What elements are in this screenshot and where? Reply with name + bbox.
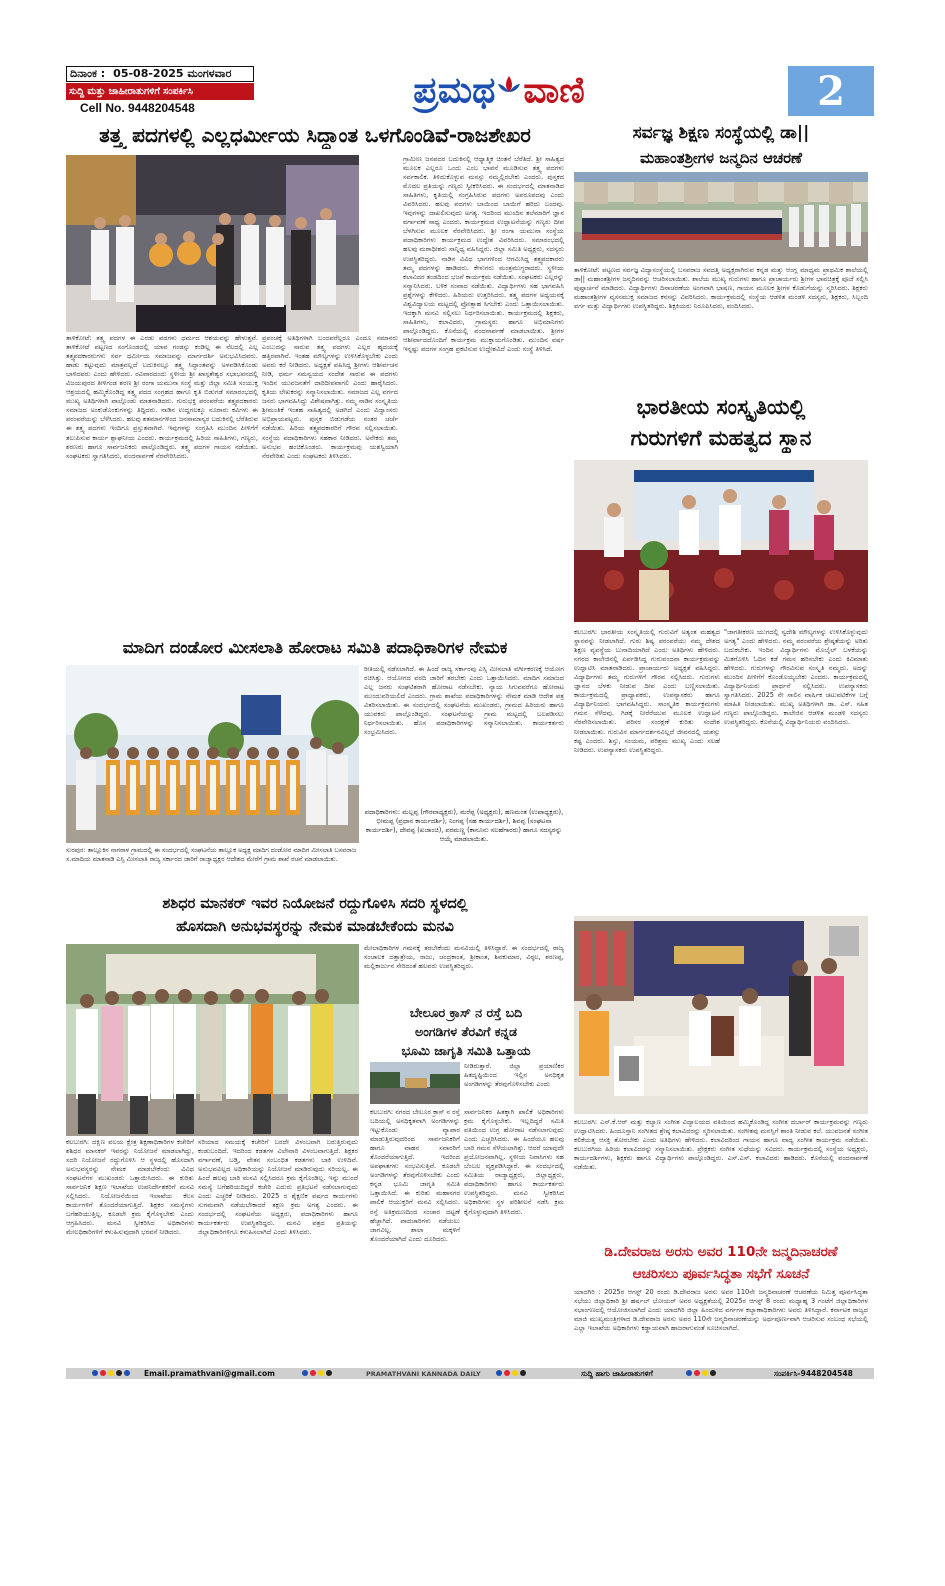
footer-color-dots-3 [496,1370,526,1376]
article-3-photo [574,460,868,622]
footer-color-dots-2 [302,1370,332,1376]
page-number-box [788,66,874,116]
article-3-column-2: "ಜಾಗತೀಕರಣ ಯುಗದಲ್ಲಿ ಸ್ವದೇಶಿ ಮೌಲ್ಯಗಳನ್ನು ಉಳಿಸಿಕೊಳ್ಳುವುದು ಅಗತ್ಯ" ಎಂದು ಹೇಳಿದರು. ನಮ್ಮ ಪರಂಪರೆಯ ಶ್ರೇಷ್ಠತೆಯನ್ನು ಅರಿತು ಬದುಕಬೇಕು. ಇಂದಿನ ವಿದ್ಯಾರ್ಥಿಗಳು ಮೊಬೈಲ್ ಬಳಕೆಯನ್ನು ಮಿತಗೊಳಿಸಿ ಓದಿನ ಕಡೆ ಗಮನ ಹರಿಸಬೇಕು ಎಂದು ಕಿವಿಮಾತು ಹೇಳಿದರು. ಗುರುಗಳನ್ನು ಗೌರವಿಸುವ ಸಂಸ್ಕೃತಿ ನಮ್ಮದು. ಅದನ್ನು ಮುಂದಿನ ಪೀಳಿಗೆಗೆ ಕೊಂಡೊಯ್ಯಬೇಕು ಎಂದರು. ಕಾರ್ಯಕ್ರಮದಲ್ಲಿ ವಿದ್ಯಾರ್ಥಿನಿಯರು ಪ್ರಾರ್ಥನೆ ಸಲ್ಲಿಸಿದರು. ಉಪನ್ಯಾಸಕರು ಸ್ವಾಗತಿಸಿದರು. 2025 ನೇ ಸಾಲಿನ ವಾರ್ಷಿಕ ಚಟುವಟಿಕೆಗಳ ಬಗ್ಗೆ ಮಾಹಿತಿ ನೀಡಲಾಯಿತು. ಮುಖ್ಯ ಅತಿಥಿಗಳಾಗಿ ಡಾ. ಎಸ್. ಸಹಿತ ಗಣ್ಯರು ಪಾಲ್ಗೊಂಡಿದ್ದರು. ಕಾಲೇಜಿನ ಆಡಳಿತ ಮಂಡಳಿ ಸದಸ್ಯರು ಉಪಸ್ಥಿತರಿದ್ದರು. ಕೊನೆಯಲ್ಲಿ ವಿದ್ಯಾರ್ಥಿನಿಯರು ವಂದಿಸಿದರು. [724,628,868,727]
article-4-caption: ಸುರಪುರ: ತಾಲ್ಲೂಕಿನ ನಾಗರಾಳ ಗ್ರಾಮದಲ್ಲಿ ಈ ಸಂದರ್ಭದಲ್ಲಿ ಸಂಘಟನೆಯ ತಾಲ್ಲೂಕ ಅಧ್ಯಕ್ಷ ಮಾದಿಗ ದಂಡೋರ ಮಾದಿಗ ಮೀಸಲಾತಿ ಬಸವರಾಜ ಸ.ಮಾದಿಯ ಮಾತನಾಡಿ ಎಸ್ಸಿ ಮೀಸಲಾತಿ ರಾಜ್ಯ ಸರ್ಕಾರದ ಜಾರಿಗೆ ರಾಜ್ಯಾಧ್ಯಕ್ಷರ ಆದೇಶದ ಮೇರೆಗೆ ಗ್ರಾಮ ಶಾಖೆ ರಚನೆ ಮಾಡಲಾಯಿತು. [66,846,357,863]
article-4-office-bearers: ಪದಾಧಿಕಾರಿಗಳು: ಮಲ್ಲಪ್ಪ (ಗೌರವಾಧ್ಯಕ್ಷರು), ಮರೆಪ್ಪ (ಅಧ್ಯಕ್ಷರು), ಹಣಮಂತ (ಉಪಾಧ್ಯಕ್ಷರು), ಭೀಮಪ್ಪ (ಪ್ರಧಾನ ಕಾರ್ಯದರ್ಶಿ), ನಿಂಗಪ್ಪ (ಸಹ ಕಾರ್ಯದರ್ಶಿ), ಶಿವಪ್ಪ (ಸಂಘಟನಾ ಕಾರ್ಯದರ್ಶಿ), ದೇವಪ್ಪ (ಖಜಾಂಚಿ), ಪರಮಣ್ಣ (ಕಾನೂನು ಸಲಹೆಗಾರರು) ಹಾಗೂ ಸದಸ್ಯರನ್ನು ಆಯ್ಕೆ ಮಾಡಲಾಯಿತು. [364,808,564,844]
article-5-column-1: ಕಲಬುರಗಿ: ದಕ್ಷಿಣ ವಲಯ ಕ್ಷೇತ್ರ ಶಿಕ್ಷಣಾಧಿಕಾರಿಗಳ ಕಚೇರಿಗೆ ಶಶಿಧರ ಮಾನಕರ್ ಇವರನ್ನು ನಿಯೋಜನೆ ಮಾಡಲಾಗಿದ್ದು, ಸದರಿ ನಿಯೋಜನೆ ರದ್ದುಗೊಳಿಸಿ ಆ ಸ್ಥಳದಲ್ಲಿ ಹೊಸದಾಗಿ ಅನುಭವಸ್ಥರನ್ನು ನೇಮಕ ಮಾಡಬೇಕೆಂದು ವಿವಿಧ ಸಂಘಟನೆಗಳ ಮುಖಂಡರು ಒತ್ತಾಯಿಸಿದರು. ಈ ಕುರಿತು ಸಾರ್ವಜನಿಕ ಶಿಕ್ಷಣ ಇಲಾಖೆಯ ಉಪನಿರ್ದೇಶಕರಿಗೆ ಮನವಿ ಸಲ್ಲಿಸಿದರು. ನಿಯೋಜನೆಯಿಂದ ಇಲಾಖೆಯ ಕೆಲಸ ಕಾರ್ಯಗಳಿಗೆ ತೊಂದರೆಯಾಗುತ್ತಿದೆ. ಶಿಕ್ಷಕರ ಸಮಸ್ಯೆಗಳು ಬಗೆಹರಿಯುತ್ತಿಲ್ಲ. ಕೂಡಲೇ ಕ್ರಮ ಕೈಗೊಳ್ಳಬೇಕು ಎಂದು ಆಗ್ರಹಿಸಿದರು. ಮನವಿ ಸ್ವೀಕರಿಸಿದ ಅಧಿಕಾರಿಗಳು ಮೇಲಧಿಕಾರಿಗಳಿಗೆ ಕಳುಹಿಸುವುದಾಗಿ ಭರವಸೆ ನೀಡಿದರು. [66,1138,194,1237]
date-line [66,66,254,82]
article-1-photo [66,155,359,332]
article-7-text: ಯಾದಗಿರಿ : 2025ರ ಆಗಸ್ಟ್ 20 ರಂದು ಡಿ.ದೇವರಾಜ ಅರಸು ಅವರ 110ನೇ ಜನ್ಮದಿನಾಚರಣೆ ಆಚರಣೆಯ ನಿಮಿತ್ತ ಪೂರ್ವಸಿದ್ಧತಾ ಸಭೆಯು ಜಿಲ್ಲಾಧಿಕಾರಿ ಶ್ರೀ ಹರ್ಷಲ್ ಭೋಯರ್ ಅವರ ಅಧ್ಯಕ್ಷತೆಯಲ್ಲಿ 2025ರ ಆಗಸ್ಟ್ 8 ರಂದು ಮಧ್ಯಾಹ್ನ 3 ಗಂಟೆಗೆ ಜಿಲ್ಲಾಧಿಕಾರಿಗಳ ಸಭಾಂಗಣದಲ್ಲಿ ಆಯೋಜಿಸಲಾಗಿದೆ ಎಂದು ಯಾದಗಿರಿ ಜಿಲ್ಲಾ ಹಿಂದುಳಿದ ವರ್ಗಗಳ ಕಲ್ಯಾಣಾಧಿಕಾರಿಗಳು ಅವರು ತಿಳಿಸಿದ್ದಾರೆ. ಕರ್ನಾಟಕ ರಾಜ್ಯದ ಮಾಜಿ ಮುಖ್ಯಮಂತ್ರಿಗಳಾದ ಡಿ.ದೇವರಾಜ ಅರಸು ಅವರ 110ನೇ ಜನ್ಮದಿನಾಚರಣೆಯನ್ನು ಅರ್ಥಪೂರ್ಣವಾಗಿ ಆಚರಿಸುವ ಸಂಬಂಧ ಸಭೆಯಲ್ಲಿ ಎಲ್ಲಾ ಇಲಾಖೆಯ ಅಧಿಕಾರಿಗಳು ಕಡ್ಡಾಯವಾಗಿ ಹಾಜರಾಗುವಂತೆ ಸೂಚಿಸಲಾಗಿದೆ. [574,1288,868,1333]
date-value: 05-08-2025 ಮಂಗಳವಾರ [113,67,232,80]
article-1-column-3: ಗ್ರಾಮೀಣ ಜನಪದರ ಬದುಕಿನಲ್ಲಿ ಆಧ್ಯಾತ್ಮಿಕ ಚಿಂತನೆ ಬೆರೆತಿದೆ. ಶ್ರೀ ಸಾಹಿತ್ಯದ ಮೂಲಕ ಎಲ್ಲರೂ ಒಂದು ಎಂಬ ಭಾವನೆ ಮೂಡಿಸುವ ತತ್ತ್ವ ಪದಗಳು ಸರ್ವಕಾಲಿಕ. ತಿಳಿದುಕೊಳ್ಳುವ ಮನಸ್ಸು ನಮ್ಮಲ್ಲಿರಬೇಕು ಎಂದರು. ಪುಸ್ತಕದ ಮೊದಲ ಪ್ರತಿಯನ್ನು ಗಣ್ಯರು ಸ್ವೀಕರಿಸಿದರು. ಈ ಸಂದರ್ಭದಲ್ಲಿ ಮಾತನಾಡಿದ ಸಾಹಿತಿಗಳು, ಕೃತಿಯಲ್ಲಿ ಸಂಗ್ರಹಿಸಿರುವ ಪದಗಳು ಅಪರೂಪದವು ಎಂದು ವಿವರಿಸಿದರು. ಹಲವು ಪದಗಳು ಬಾಯಿಂದ ಬಾಯಿಗೆ ಹರಿದು ಬಂದವು. ಇವುಗಳನ್ನು ದಾಖಲಿಸುವುದು ಅಗತ್ಯ. ಇದರಿಂದ ಮುಂದಿನ ತಲೆಮಾರಿಗೆ ಜ್ಞಾನ ವರ್ಗಾವಣೆ ಸಾಧ್ಯ ಎಂದರು. ಕಾರ್ಯಕ್ರಮದ ಉದ್ಘಾಟನೆಯನ್ನು ಗಣ್ಯರು ದೀಪ ಬೆಳಗಿಸುವ ಮೂಲಕ ನೆರವೇರಿಸಿದರು. ಶ್ರೀ ರಂಗಾ ಯಮುನಾ ಸಂಸ್ಥೆಯ ಪದಾಧಿಕಾರಿಗಳು ಕಾರ್ಯಕ್ರಮದ ಉದ್ದೇಶ ವಿವರಿಸಿದರು. ಸಮಾರಂಭದಲ್ಲಿ ಹಲವು ಮಠಾಧೀಶರು ಸಾನ್ನಿಧ್ಯ ವಹಿಸಿದ್ದರು. ಜಿಲ್ಲಾ ಸಮಿತಿ ಅಧ್ಯಕ್ಷರು, ಸದಸ್ಯರು ಉಪಸ್ಥಿತರಿದ್ದರು. ನಾಡಿನ ವಿವಿಧ ಭಾಗಗಳಿಂದ ಆಗಮಿಸಿದ್ದ ತತ್ತ್ವಪದಕಾರರು ತಮ್ಮ ಪದಗಳನ್ನು ಹಾಡಿದರು. ಕೇಳುಗರು ಮಂತ್ರಮುಗ್ಧರಾದರು. ಸ್ಥಳೀಯ ಕಲಾವಿದರ ತಂಡದಿಂದ ಭಜನೆ ಕಾರ್ಯಕ್ರಮ ನಡೆಯಿತು. ಸಂಘಟಕರು ಎಲ್ಲರನ್ನು ಸನ್ಮಾನಿಸಿದರು. ಬಳಿಕ ಸಂವಾದ ನಡೆಯಿತು. ವಿದ್ಯಾರ್ಥಿಗಳು ಸಹ ಭಾಗವಹಿಸಿ ಪ್ರಶ್ನೆಗಳನ್ನು ಕೇಳಿದರು. ಹಿರಿಯರು ಉತ್ತರಿಸಿದರು. ತತ್ತ್ವ ಪದಗಳ ಅಧ್ಯಯನಕ್ಕೆ ವಿಶ್ವವಿದ್ಯಾಲಯ ಮಟ್ಟದಲ್ಲಿ ಪ್ರೋತ್ಸಾಹ ಸಿಗಬೇಕು ಎಂದು ಒತ್ತಾಯಿಸಲಾಯಿತು. ಇದಕ್ಕಾಗಿ ಮನವಿ ಸಲ್ಲಿಸಲು ನಿರ್ಧರಿಸಲಾಯಿತು. ಕಾರ್ಯಕ್ರಮದಲ್ಲಿ ಶಿಕ್ಷಕರು, ಸಾಹಿತಿಗಳು, ಕಲಾವಿದರು, ಗ್ರಾಮಸ್ಥರು ಹಾಗೂ ಅಭಿಮಾನಿಗಳು ಪಾಲ್ಗೊಂಡಿದ್ದರು. ಕೊನೆಯಲ್ಲಿ ವಂದನಾರ್ಪಣೆ ಮಾಡಲಾಯಿತು. ಶ್ರೀಗಳ ಆಶೀರ್ವಾದದೊಂದಿಗೆ ಕಾರ್ಯಕ್ರಮ ಮುಕ್ತಾಯಗೊಂಡಿತು. ಮುಂದಿನ ವರ್ಷ ಇನ್ನಷ್ಟು ಪದಗಳ ಸಂಗ್ರಹ ಪ್ರಕಟಿಸುವ ಉದ್ದೇಶವಿದೆ ಎಂದು ಸಂಸ್ಥೆ ತಿಳಿಸಿದೆ. [403,155,564,353]
article-3-headline-line-1: ಭಾರತೀಯ ಸಂಸ್ಕೃತಿಯಲ್ಲಿ [636,395,806,419]
article-6-column-2: ಸಾರ್ವಜನಿಕರ ಹಿತಕ್ಕಾಗಿ ಪಾಲಿಕೆ ಅಧಿಕಾರಿಗಳು ಕ್ರಮ ಕೈಗೊಳ್ಳಬೇಕು. ಇಲ್ಲದಿದ್ದರೆ ಸಮಿತಿ ವತಿಯಿಂದ ಉಗ್ರ ಹೋರಾಟ ನಡೆಸಲಾಗುವುದು ಎಂದು ಎಚ್ಚರಿಸಿದರು. ಈ ಹಿಂದೆಯೂ ಹಲವು ಬಾರಿ ಗಮನ ಸೆಳೆಯಲಾಗಿತ್ತು. ಆದರೆ ಯಾವುದೇ ಪ್ರಯೋಜನವಾಗಿಲ್ಲ. ಸ್ಥಳೀಯ ನಿವಾಸಿಗಳು ಸಹ ಬೆಂಬಲ ವ್ಯಕ್ತಪಡಿಸಿದ್ದಾರೆ. ಈ ಸಂದರ್ಭದಲ್ಲಿ ಸಮಿತಿಯ ರಾಜ್ಯಾಧ್ಯಕ್ಷರು, ಜಿಲ್ಲಾಧ್ಯಕ್ಷರು, ಪದಾಧಿಕಾರಿಗಳು ಹಾಗೂ ಕಾರ್ಯಕರ್ತರು ಉಪಸ್ಥಿತರಿದ್ದರು. ಮನವಿ ಸ್ವೀಕರಿಸಿದ ಅಧಿಕಾರಿಗಳು ಸ್ಥಳ ಪರಿಶೀಲನೆ ನಡೆಸಿ ಕ್ರಮ ಕೈಗೊಳ್ಳುವುದಾಗಿ ತಿಳಿಸಿದರು. [464,1108,564,1216]
article-6-photo [370,1062,460,1104]
article-5-headline-line-2: ಹೊಸದಾಗಿ ಅನುಭವಸ್ಥರನ್ನು ನೇಮಕ ಮಾಡಬೇಕೆಂದು ಮನವಿ [176,919,454,935]
article-1-column-2: ಪ್ರಪಂಚಕ್ಕೆ ಅತಿಥಿಗಳಾಗಿ ಬಂದವರೆಲ್ಲರೂ ಎಂದೂ ಸಮಾನರು ಎಂಬುದನ್ನು ಸಾರುವ ತತ್ತ್ವ ಪದಗಳು ಎಲ್ಲರ ಹೃದಯಕ್ಕೆ ಹತ್ತಿರವಾಗಿವೆ. ಇಂತಹ ಮೌಲ್ಯಗಳನ್ನು ಉಳಿಸಿಕೊಳ್ಳಬೇಕು ಎಂದು ಅವರು ಕರೆ ನೀಡಿದರು. ಅಧ್ಯಕ್ಷತೆ ವಹಿಸಿದ್ದ ಶ್ರೀಗಳು ಆಶೀರ್ವಚನ ನೀಡಿ, ಧರ್ಮ ಸಮನ್ವಯದ ಸಂದೇಶ ಸಾರುವ ಈ ಪದಗಳು ಇಂದಿನ ಯುವಜನತೆಗೆ ದಾರಿದೀಪವಾಗಲಿ ಎಂದು ಹಾರೈಸಿದರು. ಕೃತಿಯ ಲೇಖಕರನ್ನು ಸನ್ಮಾನಿಸಲಾಯಿತು. ಸಮಾಜದ ಎಲ್ಲ ವರ್ಗದ ಜನರು ಭಾಗವಹಿಸಿದ್ದು ವಿಶೇಷವಾಗಿತ್ತು. ನಮ್ಮ ನಾಡಿನ ಸಂಸ್ಕೃತಿಯ ಶ್ರೀಮಂತಿಕೆ ಇಂತಹ ಸಾಹಿತ್ಯದಲ್ಲಿ ಅಡಗಿದೆ ಎಂದು ವಿದ್ವಾಂಸರು ಅಭಿಪ್ರಾಯಪಟ್ಟರು. ಪುಸ್ತಕ ಬಿಡುಗಡೆಯ ನಂತರ ಚರ್ಚೆ ನಡೆಯಿತು. ಹಿರಿಯ ತತ್ತ್ವಪದಕಾರರಿಗೆ ಗೌರವ ಸಲ್ಲಿಸಲಾಯಿತು. ಸಂಸ್ಥೆಯ ಪದಾಧಿಕಾರಿಗಳು ಸಹಕಾರ ನೀಡಿದರು. ಅನೇಕರು ತಮ್ಮ ಅನುಭವ ಹಂಚಿಕೊಂಡರು. ಕಾರ್ಯಕ್ರಮವು ಯಶಸ್ವಿಯಾಗಿ ನೆರವೇರಿತು ಎಂದು ಸಂಘಟಕರು ತಿಳಿಸಿದರು. [262,334,398,460]
article-7-headline-line-1: ಡಿ.ದೇವರಾಜ ಅರಸು ಅವರ 110ನೇ ಜನ್ಮದಿನಾಚರಣೆ [604,1244,838,1260]
masthead-info [66,66,254,116]
article-4-photo [66,665,359,843]
article-6-headline-line-3: ಭೂಮಿ ಜಾಗೃತಿ ಸಮಿತಿ ಒತ್ತಾಯ [401,1043,531,1058]
article-6-column-side: ನೀಡಿರುತ್ತಾರೆ. ಜಿಲ್ಲಾ ಪ್ರಯಾಣಿಕರ ಹಿತದೃಷ್ಟಿಯಿಂದ ಇಲ್ಲಿನ ಅನಧಿಕೃತ ಅಂಗಡಿಗಳನ್ನು ತೆರವುಗೊಳಿಸಬೇಕು ಎಂದು [464,1062,564,1089]
footer-contact: ಸಂಪರ್ಕಿಸಿ-9448204548 [774,1368,853,1378]
article-3-column-1: ಕಲಬುರಗಿ: ಭಾರತೀಯ ಸಂಸ್ಕೃತಿಯಲ್ಲಿ ಗುರುವಿಗೆ ಅತ್ಯಂತ ಮಹತ್ವದ ಸ್ಥಾನವನ್ನು ನೀಡಲಾಗಿದೆ. ಗುರು ಶಿಷ್ಯ ಪರಂಪರೆಯು ನಮ್ಮ ದೇಶದ ಶಿಕ್ಷಣ ವ್ಯವಸ್ಥೆಯ ಬುನಾದಿಯಾಗಿದೆ ಎಂದು ಅತಿಥಿಗಳು ಹೇಳಿದರು. ನಗರದ ಕಾಲೇಜಿನಲ್ಲಿ ಏರ್ಪಡಿಸಿದ್ದ ಗುರುವಂದನಾ ಕಾರ್ಯಕ್ರಮವನ್ನು ಉದ್ಘಾಟಿಸಿ ಮಾತನಾಡಿದರು. ಪ್ರಾಚಾರ್ಯರು ಅಧ್ಯಕ್ಷತೆ ವಹಿಸಿದ್ದರು. ವಿದ್ಯಾರ್ಥಿಗಳು ತಮ್ಮ ಗುರುಗಳಿಗೆ ಗೌರವ ಸಲ್ಲಿಸಿದರು. ಗುರುಗಳು ಜ್ಞಾನದ ಬೆಳಕು ನೀಡುವ ದೀಪ ಎಂದು ಬಣ್ಣಿಸಲಾಯಿತು. ಕಾರ್ಯಕ್ರಮದಲ್ಲಿ ಪ್ರಾಧ್ಯಾಪಕರು, ಉಪನ್ಯಾಸಕರು ಹಾಗೂ ವಿದ್ಯಾರ್ಥಿನಿಯರು ಭಾಗವಹಿಸಿದ್ದರು. ಸಾಂಸ್ಕೃತಿಕ ಕಾರ್ಯಕ್ರಮಗಳು ಗಮನ ಸೆಳೆದವು. ಗಿಡಕ್ಕೆ ನೀರೆರೆಯುವ ಮೂಲಕ ಉದ್ಘಾಟನೆ ನೆರವೇರಿಸಲಾಯಿತು. ಪರಿಸರ ಸಂರಕ್ಷಣೆ ಕುರಿತು ಸಂದೇಶ ನೀಡಲಾಯಿತು. ಗುರುವಿನ ಮಾರ್ಗದರ್ಶನವಿಲ್ಲದೆ ಜೀವನದಲ್ಲಿ ಯಶಸ್ಸು ಕಷ್ಟ ಎಂದರು. ಶಿಸ್ತು, ಸಂಯಮ, ಪರಿಶ್ರಮ ಮುಖ್ಯ ಎಂದು ಸಲಹೆ ನೀಡಿದರು. ಉಪನ್ಯಾಸಕರು ಉಪಸ್ಥಿತರಿದ್ದರು. [574,628,720,754]
article-6-column-1: ಕಲಬುರಗಿ: ನಗರದ ಬೇಲೂರ ಕ್ರಾಸ್ ನ ರಸ್ತೆ ಬದಿಯಲ್ಲಿ ಅನಧಿಕೃತವಾಗಿ ಅಂಗಡಿಗಳನ್ನು ಇಟ್ಟುಕೊಂಡು ವ್ಯಾಪಾರ ಮಾಡುತ್ತಿರುವುದರಿಂದ ಸಾರ್ವಜನಿಕರಿಗೆ ಹಾಗೂ ವಾಹನ ಸವಾರರಿಗೆ ತೊಂದರೆಯಾಗುತ್ತಿದೆ. ಇದರಿಂದ ಅಪಘಾತಗಳು ಸಂಭವಿಸುತ್ತಿವೆ. ಕೂಡಲೇ ಅಂಗಡಿಗಳನ್ನು ತೆರವುಗೊಳಿಸಬೇಕು ಎಂದು ಕನ್ನಡ ಭೂಮಿ ಜಾಗೃತಿ ಸಮಿತಿ ಒತ್ತಾಯಿಸಿದೆ. ಈ ಕುರಿತು ಮಹಾನಗರ ಪಾಲಿಕೆ ಆಯುಕ್ತರಿಗೆ ಮನವಿ ಸಲ್ಲಿಸಿದರು. ರಸ್ತೆ ಅತಿಕ್ರಮಣದಿಂದ ಸಂಚಾರ ದಟ್ಟಣೆ ಹೆಚ್ಚಾಗಿದೆ. ಪಾದಚಾರಿಗಳು ನಡೆಯಲು ಜಾಗವಿಲ್ಲ. ಶಾಲಾ ಮಕ್ಕಳಿಗೆ ತೊಂದರೆಯಾಗಿದೆ ಎಂದು ದೂರಿದರು. [370,1108,460,1243]
article-2-text: ತಾಳಿಕೋಟೆ: ಪಟ್ಟಣದ ಸರ್ವಜ್ಞ ವಿದ್ಯಾಸಂಸ್ಥೆಯಲ್ಲಿ ಬಸವರಾಜ ಸವದತ್ತಿ ಅಧ್ಯಕ್ಷರಾಗಿರುವ ಕನ್ನಡ ಮತ್ತು ಆಂಗ್ಲ ಮಾಧ್ಯಮ ಪ್ರಾಥಮಿಕ ಶಾಲೆಯಲ್ಲಿ ಡಾ|| ಮಹಾಂತಶ್ರೀಗಳ ಜನ್ಮದಿನವನ್ನು ಆಚರಿಸಲಾಯಿತು. ಶಾಲೆಯ ಮುಖ್ಯ ಗುರುಗಳು ಹಾಗೂ ಪ್ರಾಚಾರ್ಯರು ಶ್ರೀಗಳ ಭಾವಚಿತ್ರಕ್ಕೆ ಪೂಜೆ ಸಲ್ಲಿಸಿ ಪುಷ್ಪಾರ್ಚನೆ ಮಾಡಿದರು. ವಿದ್ಯಾರ್ಥಿಗಳು ದಿನಾಚರಣೆಯ ಅಂಗವಾಗಿ ಭಾಷಣ, ಗಾಯನ ಮೂಲಕ ಶ್ರೀಗಳ ಕೊಡುಗೆಯನ್ನು ಸ್ಮರಿಸಿದರು. ಶಿಕ್ಷಕರು ಮಹಾಂತಶ್ರೀಗಳ ವ್ಯಸನಮುಕ್ತ ಸಮಾಜದ ಕನಸನ್ನು ವಿವರಿಸಿದರು. ಕಾರ್ಯಕ್ರಮದಲ್ಲಿ ಸಂಸ್ಥೆಯ ಆಡಳಿತ ಮಂಡಳಿ ಸದಸ್ಯರು, ಶಿಕ್ಷಕರು, ಸಿಬ್ಬಂದಿ ವರ್ಗ ಮತ್ತು ವಿದ್ಯಾರ್ಥಿಗಳು ಉಪಸ್ಥಿತರಿದ್ದರು. ಶಿಕ್ಷಕಿಯರು ನಿರೂಪಿಸಿದರು, ವಂದಿಸಿದರು. [574,266,868,311]
article-2-photo [574,172,868,262]
article-4-headline: ಮಾದಿಗ ದಂಡೋರ ಮೀಸಲಾತಿ ಹೋರಾಟ ಸಮಿತಿ ಪದಾಧಿಕಾರಿಗಳ ನೇಮಕ [122,638,508,657]
cell-number: Cell No. 9448204548 [80,101,195,115]
article-7-photo [574,916,868,1114]
article-6-headline-line-2: ಅಂಗಡಿಗಳ ತೆರವಿಗೆ ಕನ್ನಡ [415,1024,517,1039]
logo-part-2: ವಾಣಿ [523,70,585,111]
date-label: ದಿನಾಂಕ : [70,67,106,80]
article-7-headline-line-2: ಆಚರಿಸಲು ಪೂರ್ವಸಿದ್ಧತಾ ಸಭೆಗೆ ಸೂಚನೆ [632,1266,810,1282]
article-5-headline-line-1: ಶಶಿಧರ ಮಾನಕರ್ ಇವರ ನಿಯೋಜನೆ ರದ್ದುಗೊಳಿಸಿ ಸದರಿ ಸ್ಥಳದಲ್ಲಿ [162,896,468,912]
footer-paper-name: PRAMATHVANI KANNADA DAILY [366,1369,481,1378]
article-7-photo-text: ಕಲಬುರಗಿ: ಎಸ್.ಕೆ.ಆರ್ ಮತ್ತು ಕಲ್ಯಾಣ ಸಂಗೀತ ವಿದ್ಯಾಲಯದ ವತಿಯಿಂದ ಹಮ್ಮಿಕೊಂಡಿದ್ದ ಸಂಗೀತ ದರ್ಬಾರ್ ಕಾರ್ಯಕ್ರಮವನ್ನು ಗಣ್ಯರು ಉದ್ಘಾಟಿಸಿದರು. ಹಿಂದೂಸ್ತಾನಿ ಸಂಗೀತದ ಶ್ರೇಷ್ಠ ಕಲಾವಿದರನ್ನು ಸ್ಮರಿಸಲಾಯಿತು. ಸಂಗೀತವು ಮನಸ್ಸಿಗೆ ಶಾಂತಿ ನೀಡುವ ಕಲೆ. ಯುವಜನತೆ ಸಂಗೀತ ಕಲಿಕೆಯತ್ತ ಆಸಕ್ತಿ ತೋರಬೇಕು ಎಂದು ಅತಿಥಿಗಳು ಹೇಳಿದರು. ಕಲಾವಿದರಿಂದ ಗಾಯನ ಹಾಗೂ ವಾದ್ಯ ಸಂಗೀತ ಕಾರ್ಯಕ್ರಮ ನಡೆಯಿತು. ಕಲಬುರಗಿಯ ಹಿರಿಯ ಕಲಾವಿದರನ್ನು ಸನ್ಮಾನಿಸಲಾಯಿತು. ಪ್ರೇಕ್ಷಕರು ಸಂಗೀತ ಸುಧೆಯನ್ನು ಸವಿದರು. ಕಾರ್ಯಕ್ರಮದಲ್ಲಿ ಸಂಸ್ಥೆಯ ಅಧ್ಯಕ್ಷರು, ಕಾರ್ಯದರ್ಶಿಗಳು, ಶಿಕ್ಷಕರು ಹಾಗೂ ವಿದ್ಯಾರ್ಥಿಗಳು ಪಾಲ್ಗೊಂಡಿದ್ದರು. ಎಸ್.ಎಸ್. ಕಲಾವಿದರು ಹಾಡಿದರು. ಕೊನೆಯಲ್ಲಿ ವಂದನಾರ್ಪಣೆ ನಡೆಯಿತು. [574,1118,868,1172]
article-2-headline-line-1: ಸರ್ವಜ್ಞ ಶಿಕ್ಷಣ ಸಂಸ್ಥೆಯಲ್ಲಿ ಡಾ|| [632,123,810,143]
contact-strip: ಸುದ್ದಿ ಮತ್ತು ಜಾಹೀರಾತುಗಳಿಗೆ ಸಂಪರ್ಕಿಸಿ [66,83,254,100]
page-number: 2 [817,67,845,115]
article-4-text: ರೀತಿಯಲ್ಲಿ ನಡೆಸಲಾಗಿದೆ. ಈ ಹಿಂದೆ ರಾಜ್ಯ ಸರ್ಕಾರವು ಎಸ್ಸಿ ಮೀಸಲಾತಿ ವರ್ಗೀಕರಣಕ್ಕೆ ಆಯೋಗ ರಚಿಸಿತ್ತು. ಆಯೋಗದ ವರದಿ ಜಾರಿಗೆ ತರಬೇಕು ಎಂದು ಒತ್ತಾಯಿಸಿದರು. ಮಾದಿಗ ಸಮಾಜದ ಎಲ್ಲ ಜನರು ಸಂಘಟಿತರಾಗಿ ಹೋರಾಟ ನಡೆಸಬೇಕು. ನ್ಯಾಯ ಸಿಗುವವರೆಗೂ ಹೋರಾಟ ಮುಂದುವರಿಯಲಿದೆ ಎಂದರು. ಗ್ರಾಮ ಶಾಖೆಯ ಪದಾಧಿಕಾರಿಗಳನ್ನು ನೇಮಕ ಮಾಡಿ ಆದೇಶ ಪತ್ರ ವಿತರಿಸಲಾಯಿತು. ಈ ಸಂದರ್ಭದಲ್ಲಿ ಸಂಘಟನೆಯ ಮುಖಂಡರು, ಗ್ರಾಮದ ಹಿರಿಯರು ಹಾಗೂ ಯುವಕರು ಪಾಲ್ಗೊಂಡಿದ್ದರು. ಸಂಘಟನೆಯನ್ನು ಗ್ರಾಮ ಮಟ್ಟದಲ್ಲಿ ಬಲಪಡಿಸಲು ನಿರ್ಧರಿಸಲಾಯಿತು. ಹೊಸ ಪದಾಧಿಕಾರಿಗಳನ್ನು ಸನ್ಮಾನಿಸಲಾಯಿತು. ಕಾರ್ಯಕರ್ತರು ಸಂಭ್ರಮಿಸಿದರು. [364,665,564,737]
article-3-headline-line-2: ಗುರುಗಳಿಗೆ ಮಹತ್ವದ ಸ್ಥಾನ [630,426,812,450]
footer-color-dots-1 [92,1370,130,1376]
footer-ads-label: ಸುದ್ದಿ ಹಾಗು ಜಾಹೀರಾತುಗಳಿಗೆ [581,1368,653,1378]
article-5-column-3: ಮೇಲಾಧಿಕಾರಿಗಳ ಗಮನಕ್ಕೆ ತರಬೇಕೆಂದು ಮನವಿಯಲ್ಲಿ ತಿಳಿಸಿದ್ದಾರೆ. ಈ ಸಂದರ್ಭದಲ್ಲಿ ರಾಜ್ಯ ಸಂಚಾಲಕ ದತ್ತಾತ್ರೇಯ, ರಾಜು, ಚಂದ್ರಕಾಂತ, ಶ್ರೀಕಾಂತ, ಶಿವಕುಮಾರ, ವಿಠ್ಠಲ, ಶರಣಪ್ಪ, ಮಲ್ಲಿಕಾರ್ಜುನ ಸೇರಿದಂತೆ ಹಲವರು ಉಪಸ್ಥಿತರಿದ್ದರು. [364,944,564,971]
article-5-photo [66,944,359,1136]
article-2-headline-line-2: ಮಹಾಂತಶ್ರೀಗಳ ಜನ್ಮದಿನ ಆಚರಣೆ [640,149,802,167]
article-6-headline-line-1: ಬೇಲೂರ ಕ್ರಾಸ್ ನ ರಸ್ತೆ ಬದಿ [409,1005,523,1020]
lotus-icon [496,74,522,94]
article-1-column-1: ತಾಳಿಕೋಟೆ: ತತ್ತ್ವ ಪದಗಳ ಈ ಎರಡು ಪದಗಳು ಧರ್ಮದ ಆಶಯವನ್ನು ಹೇಳುತ್ತವೆ. ತಾಳಿಕೋಟೆ ಪಟ್ಟಣದ ಸಂಗೊಂಡದಲ್ಲಿ ಯಾವ ಗಂಡಸ್ಸು ಕಂಡಿಲ್ಲ ಈ ನೆಲದಲ್ಲಿ ಎಲ್ಲ ತತ್ತ್ವಪದಕಾರರುಗಳು ಸರ್ವ ಧರ್ಮೀಯ ಸಮಾಜವನ್ನು ಮಾರ್ಗದರ್ಶಿ ಅನುಭವಿಸಿದವರು. ಹಾಡು ಕಟ್ಟುವುದು ಮಾತ್ರವಲ್ಲದೆ ಬದುಕಿನಲ್ಲೂ ತತ್ತ್ವ ಸಿದ್ಧಾಂತವನ್ನು ಅಳವಡಿಸಿಕೊಂಡು ಬಾಳಿದವರು ಎಂದು ಹೇಳಿದರು. ರವಿವಾರದಂದು ಸ್ಥಳೀಯ ಶ್ರೀ ಖಾಸ್ಗತೇಶ್ವರ ಸಭಾಭವನದಲ್ಲಿ ವಿಜಯಪುರದ ತೀಳಿಗಂಡ ಶರಣ ಶ್ರೀ ರಂಗಾ ಯಮುನಾ ಸಂಸ್ಥೆ ಮತ್ತು ಜಿಲ್ಲಾ ಸಮಿತಿ ಸಂಯುಕ್ತ ಆಶ್ರಯದಲ್ಲಿ ಹಮ್ಮಿಕೊಂಡಿದ್ದ ತತ್ತ್ವ ಪದದ ಸಂಗ್ರಹದ ಹಾಗೂ ಕೃತಿ ಬಿಡುಗಡೆ ಸಮಾರಂಭದಲ್ಲಿ ಮುಖ್ಯ ಅತಿಥಿಗಳಾಗಿ ಪಾಲ್ಗೊಂಡು ಮಾತನಾಡಿದರು. ಗುರುಭಕ್ತಿ ಪರಂಪರೆಯ ತತ್ತ್ವಪದಕಾರರು ಸಮಾಜದ ಅಂಕುಡೊಂಕುಗಳನ್ನು ತಿದ್ದಿದರು. ನಾಡಿನ ಉದ್ದಗಲಕ್ಕೂ ನೂರಾರು ಕವಿಗಳು ಈ ಪರಂಪರೆಯನ್ನು ಬೆಳೆಸಿದರು. ಹಲವು ಶತಮಾನಗಳಿಂದ ಜನಸಾಮಾನ್ಯರ ಬದುಕಿನಲ್ಲಿ ಬೆರೆತಿರುವ ಈ ತತ್ತ್ವ ಪದಗಳು ಇಂದಿಗೂ ಪ್ರಸ್ತುತವಾಗಿವೆ. ಇವುಗಳನ್ನು ಸಂಗ್ರಹಿಸಿ ಮುಂದಿನ ಪೀಳಿಗೆಗೆ ತಲುಪಿಸುವ ಕಾರ್ಯ ಶ್ಲಾಘನೀಯ ಎಂದರು. ಕಾರ್ಯಕ್ರಮದಲ್ಲಿ ಹಿರಿಯ ಸಾಹಿತಿಗಳು, ಗಣ್ಯರು, ಶರಣರು ಹಾಗೂ ಸಾರ್ವಜನಿಕರು ಪಾಲ್ಗೊಂಡಿದ್ದರು. ತತ್ತ್ವ ಪದಗಳ ಗಾಯನ ನಡೆಯಿತು. ಸಂಘಟಕರು ಸ್ವಾಗತಿಸಿದರು, ವಂದನಾರ್ಪಣೆ ನೆರವೇರಿಸಿದರು. [66,334,258,460]
article-5-column-2: ಸರಿಯಾದ ಸಮಯಕ್ಕೆ ಕಚೇರಿಗೆ ಬರದೇ ವಿಳಂಬವಾಗಿ ಬರುತ್ತಿರುವುದು ಕಂಡುಬಂದಿದೆ. ಇದರಿಂದ ಕಡತಗಳ ವಿಲೇವಾರಿ ವಿಳಂಬವಾಗುತ್ತಿದೆ. ಶಿಕ್ಷಕರ ವರ್ಗಾವಣೆ, ಬಡ್ತಿ, ವೇತನ ಸಂಬಂಧಿತ ಕಡತಗಳು ಬಾಕಿ ಉಳಿದಿವೆ. ಅನುಭವವಿಲ್ಲದ ಅಧಿಕಾರಿಯನ್ನು ನಿಯೋಜನೆ ಮಾಡಿರುವುದು ಸರಿಯಲ್ಲ. ಈ ಹಿಂದೆ ಹಲವು ಬಾರಿ ಮನವಿ ಸಲ್ಲಿಸಿದರೂ ಕ್ರಮ ಕೈಗೊಂಡಿಲ್ಲ. ಇನ್ನು ಮುಂದೆ ಸಮಸ್ಯೆ ಬಗೆಹರಿಯದಿದ್ದರೆ ಕಚೇರಿ ಎದುರು ಪ್ರತಿಭಟನೆ ನಡೆಸಲಾಗುವುದು ಎಂದು ಎಚ್ಚರಿಕೆ ನೀಡಿದರು. 2025 ರ ಶೈಕ್ಷಣಿಕ ವರ್ಷದ ಕಾರ್ಯಗಳು ಸುಗಮವಾಗಿ ನಡೆಯಬೇಕಾದರೆ ತಕ್ಷಣ ಕ್ರಮ ಅಗತ್ಯ ಎಂದರು. ಈ ಸಂದರ್ಭದಲ್ಲಿ ಸಂಘಟನೆಯ ಅಧ್ಯಕ್ಷರು, ಪದಾಧಿಕಾರಿಗಳು ಹಾಗೂ ಕಾರ್ಯಕರ್ತರು ಉಪಸ್ಥಿತರಿದ್ದರು. ಮನವಿ ಪತ್ರದ ಪ್ರತಿಯನ್ನು ಜಿಲ್ಲಾಧಿಕಾರಿಗಳಿಗೂ ಕಳುಹಿಸಲಾಗಿದೆ ಎಂದು ತಿಳಿಸಿದರು. [198,1138,358,1237]
article-1-headline: ತತ್ತ್ವ ಪದಗಳಲ್ಲಿ ಎಲ್ಲಧರ್ಮೀಯ ಸಿದ್ಧಾಂತ ಒಳಗೊಂಡಿವೆ-ರಾಜಶೇಖರ [99,123,531,147]
footer-email: Email.pramathvani@gmail.com [144,1369,275,1378]
newspaper-logo [384,66,614,116]
logo-part-1: ಪ್ರಮಥ [413,70,496,111]
page-footer [66,1368,874,1379]
footer-color-dots-4 [686,1370,716,1376]
